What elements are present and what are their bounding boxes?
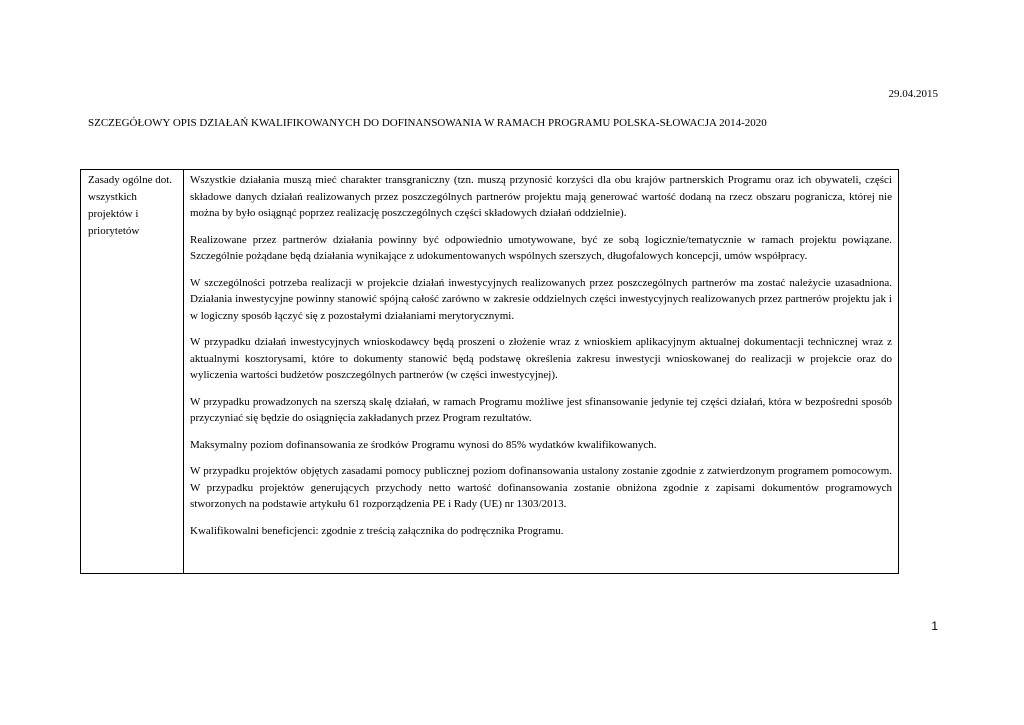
paragraph-max-funding: Maksymalny poziom dofinansowania ze środków Programu wynosi do 85% wydatków kwalifikowanych. — [190, 438, 657, 451]
table-row-header-cell: Zasady ogólne dot. wszystkich projektów i priorytetów — [81, 170, 184, 573]
paragraph-large-scale-actions: W przypadku prowadzonych na szerszą skalę działań, w ramach Programu możliwe jest sfinansowanie jedynie tej części działań, która w bezpośredni sposób przyczyniać się będzie do osiągnięcia zakładanych przez Program rezultatów. — [190, 395, 892, 424]
page-number: 1 — [931, 619, 938, 633]
paragraph-motivation: Realizowane przez partnerów działania powinny być odpowiednio umotywowane, być ze sobą logicznie/tematycznie w ramach projektu powiązane. Szczególnie pożądane będą działania wynikające z udokumentowanych wspólnych szerszych, długofalowych koncepcji, umów współpracy. — [190, 233, 892, 262]
rules-table — [80, 169, 899, 574]
document-title: SZCZEGÓŁOWY OPIS DZIAŁAŃ KWALIFIKOWANYCH DO DOFINANSOWANIA W RAMACH PROGRAMU POLSKA-SŁOWACJA 2014-2020 — [88, 117, 767, 129]
document-date: 29.04.2015 — [888, 88, 938, 100]
paragraph-investment-justification: W szczególności potrzeba realizacji w projekcie działań inwestycyjnych realizowanych przez poszczególnych partnerów ma zostać należycie uzasadniona. Działania inwestycyjne powinny stanowić spójną całość zarówno w zakresie oddzielnych części inwestycyjnych realizowanych przez partnerów projektu jak i w logiczny sposób łączyć się z pozostałymi działaniami merytorycznymi. — [190, 276, 892, 322]
paragraph-eligible-beneficiaries: Kwalifikowalni beneficjenci: zgodnie z treścią załącznika do podręcznika Programu. — [190, 524, 564, 537]
paragraph-state-aid: W przypadku projektów objętych zasadami pomocy publicznej poziom dofinansowania ustalony zostanie zgodnie z zatwierdzonym programem pomocowym. W przypadku projektów generujących przychody netto wartość dofinansowania zostanie obniżona zgodnie z zapisami dokumentów programowych stworzonych na podstawie artykułu 61 rozporządzenia PE i Rady (UE) nr 1303/2013. — [190, 465, 892, 510]
paragraph-cross-border: Wszystkie działania muszą mieć charakter transgraniczny (tzn. muszą przynosić korzyści dla obu krajów partnerskich Programu oraz ich obywateli, części składowe danych działań realizowanych przez poszczególnych partnerów projektu mają generować wartość dodaną na rzecz obszaru pogranicza, której nie można by było osiągnąć poprzez realizację poszczególnych części składowych działań oddzielnie). — [190, 174, 892, 219]
table-content-cell — [184, 170, 898, 573]
paragraph-technical-documentation: W przypadku działań inwestycyjnych wnioskodawcy będą proszeni o złożenie wraz z wnioskiem aplikacyjnym aktualnej dokumentacji technicznej wraz z aktualnymi kosztorysami, które to dokumenty stanowić będą podstawę określenia zakresu inwestycji wnioskowanej do realizacji w projekcie oraz do wyliczenia wartości budżetów poszczególnych partnerów (w części inwestycyjnej). — [190, 336, 892, 381]
